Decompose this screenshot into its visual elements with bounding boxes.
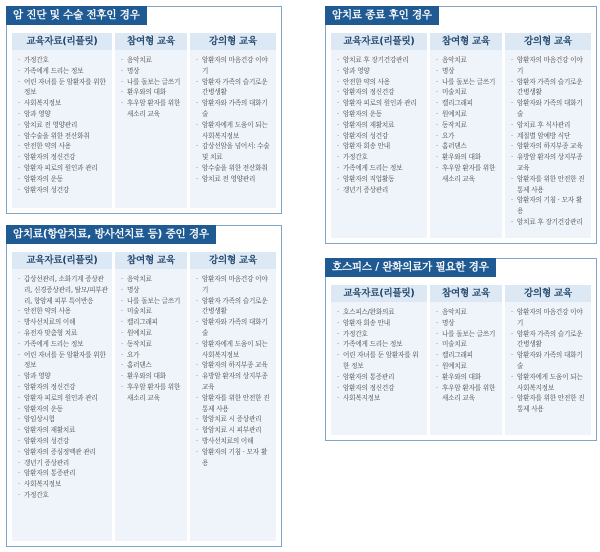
list-item: · 미술치료 (436, 339, 498, 350)
list-item: · 가족에게 드리는 정보 (18, 66, 108, 77)
panel-title: 암 진단 및 수술 전후인 경우 (6, 6, 147, 25)
list-item: · 원예치료 (121, 328, 183, 339)
panel-title: 암치료(항암치료, 방사선치료 등) 중인 경우 (6, 225, 216, 244)
list-item: · 암치료 후 장기건강관리 (511, 217, 587, 228)
list-item: · 암환자를 위한 안전한 진통제 사용 (511, 393, 587, 415)
column-header: 교육자료(리플릿) (331, 33, 427, 50)
list-item: · 갱년기 증상관리 (18, 458, 108, 469)
list-item: · 나를 돌보는 글쓰기 (121, 296, 183, 307)
list-item: · 암치료 후 장기건강관리 (337, 55, 423, 66)
list-item: · 암환자의 하지부종 교육 (196, 360, 272, 371)
list-item: · 항암치료 시 피부관리 (196, 425, 272, 436)
list-item: · 나를 돌보는 글쓰기 (121, 77, 183, 88)
list-item: · 암환자의 마음건강 이야기 (511, 55, 587, 77)
column-header: 참여형 교육 (430, 285, 502, 302)
list-item: · 안전한 약의 사용 (18, 141, 108, 152)
list-item: · 음악치료 (436, 307, 498, 318)
list-item: · 암환자의 직업활동 (337, 174, 423, 185)
list-item: · 안전한 약의 사용 (337, 77, 423, 88)
list-item: · 명상 (436, 66, 498, 77)
list-item: · 암환자 가족의 슬기로운 간병생활 (511, 329, 587, 351)
list-item: · 암환자의 운동 (337, 109, 423, 120)
list-item: · 암환자 가족의 슬기로운 간병생활 (511, 77, 587, 99)
column-header: 교육자료(리플릿) (331, 285, 427, 302)
list-item: · 암임상시험 (18, 414, 108, 425)
column-leaflets (12, 252, 112, 541)
list-item: · 캘리그래피 (436, 350, 498, 361)
list-item: · 암치료 후 식사관리 (511, 120, 587, 131)
column-leaflets (331, 33, 427, 238)
list-item: · 갱년기 증상관리 (337, 185, 423, 196)
list-item: · 요가 (121, 350, 183, 361)
list-item: · 암환자의 마음건강 이야기 (511, 307, 587, 329)
list-item: · 캘리그래피 (436, 98, 498, 109)
list-item: · 암과 영양 (18, 109, 108, 120)
list-item: · 암환자의 성건강 (18, 185, 108, 196)
list-item: · 암환자의 정신건강 (337, 383, 423, 394)
list-item: · 감상선암을 넘어서: 수술 및 치료 (196, 141, 272, 163)
item-list (337, 307, 423, 404)
list-item: · 가정간호 (337, 329, 423, 340)
list-item: · 명상 (436, 318, 498, 329)
column-header: 참여형 교육 (115, 33, 187, 50)
list-item: · 암환자의 운동 (18, 174, 108, 185)
list-item: · 안전한 약의 사용 (18, 306, 108, 317)
column-header: 강의형 교육 (190, 33, 276, 50)
column-participatory (115, 252, 187, 541)
list-item: · 명상 (121, 66, 183, 77)
list-item: · 가정간호 (337, 152, 423, 163)
list-item: · 방사선치료의 이해 (18, 317, 108, 328)
list-item: · 암환자의 정신건강 (337, 87, 423, 98)
column-lecture (505, 285, 591, 435)
column-participatory (115, 33, 187, 208)
list-item: · 암환자와 가족의 대화기술 (196, 98, 272, 120)
column-header: 교육자료(리플릿) (12, 252, 112, 269)
list-item: · 암환자에게 도움이 되는 사회복지정보 (196, 120, 272, 142)
list-item: · 가정간호 (18, 55, 108, 66)
list-item: · 암과 영양 (337, 66, 423, 77)
list-item: · 암환자에게 도움이 되는 사회복지정보 (511, 372, 587, 394)
item-list (121, 274, 183, 404)
list-item: · 환우와의 대화 (121, 371, 183, 382)
list-item: · 암치료 전 영양관리 (196, 174, 272, 185)
list-item: · 홈러댄스 (436, 141, 498, 152)
item-list (121, 55, 183, 120)
list-item: · 암환자의 마음건강 이야기 (196, 55, 272, 77)
list-item: · 암환자와 가족의 대화기술 (511, 350, 587, 372)
item-list (511, 307, 587, 415)
list-item: · 음악치료 (121, 274, 183, 285)
list-item: · 갑상선관리, 소화기계 증상관리, 신경증상관리, 탈모/피부관리, 항암제 피부 특이반응 (18, 274, 108, 306)
list-item: · 암환자의 통증관리 (18, 468, 108, 479)
list-item: · 암환자 피로의 원인과 관리 (337, 98, 423, 109)
item-list (436, 55, 498, 185)
list-item: · 호스피스/완화의료 (337, 307, 423, 318)
list-item: · 암환자 회송 안내 (337, 318, 423, 329)
column-participatory (430, 285, 502, 435)
column-header: 강의형 교육 (190, 252, 276, 269)
list-item: · 음악치료 (121, 55, 183, 66)
item-list (196, 55, 272, 185)
list-item: · 암환자 가족의 슬기로운 간병생활 (196, 296, 272, 318)
list-item: · 사회복지정보 (18, 479, 108, 490)
column-leaflets (12, 33, 112, 208)
list-item: · 동작치료 (121, 339, 183, 350)
column-lecture (190, 33, 276, 208)
list-item: · 나를 돌보는 글쓰기 (436, 329, 498, 340)
list-item: · 암환자와 가족의 대화기술 (196, 317, 272, 339)
panel-title: 호스피스 / 완화의료가 필요한 경우 (325, 258, 496, 277)
list-item: · 후우암 환자를 위한 새소리 교육 (436, 383, 498, 405)
list-item: · 암환자의 기침 · 모자 활용 (511, 195, 587, 217)
list-item: · 가족에게 드리는 정보 (337, 339, 423, 350)
list-item: · 후우암 환자를 위한 새소리 교육 (121, 382, 183, 404)
item-list (511, 55, 587, 228)
column-lecture (505, 33, 591, 238)
list-item: · 암환자를 위한 안전한 진통제 사용 (196, 393, 272, 415)
column-lecture (190, 252, 276, 541)
list-item: · 암환자와 가족의 대화기술 (511, 98, 587, 120)
list-item: · 어린 자녀를 둔 암환자를 위한 정보 (18, 350, 108, 372)
list-item: · 암환자 회송 안내 (337, 141, 423, 152)
list-item: · 유방암 환자의 상지부종 교육 (196, 371, 272, 393)
item-list (18, 274, 108, 501)
list-item: · 가족에게 드리는 정보 (337, 163, 423, 174)
list-item: · 암환자의 성건강 (18, 436, 108, 447)
list-item: · 가정간호 (18, 490, 108, 501)
list-item: · 어린 자녀를 둔 암환자를 위한 정보 (18, 77, 108, 99)
column-header: 강의형 교육 (505, 285, 591, 302)
list-item: · 계절별 암예방 식단 (511, 131, 587, 142)
list-item: · 유전자 맞춤형 치료 (18, 328, 108, 339)
list-item: · 가족에게 드리는 정보 (18, 339, 108, 350)
list-item: · 암환자의 성건강 (337, 131, 423, 142)
list-item: · 환우와의 대화 (121, 87, 183, 98)
list-item: · 암환자의 재활치료 (18, 425, 108, 436)
item-list (196, 274, 272, 468)
list-item: · 암환자의 하지부종 교육 (511, 141, 587, 152)
item-list (18, 55, 108, 195)
list-item: · 암환자의 증심정맥관 관리 (18, 447, 108, 458)
item-list (436, 307, 498, 404)
list-item: · 환우와의 대화 (436, 372, 498, 383)
panel-title: 암치료 종료 후인 경우 (325, 6, 439, 25)
list-item: · 어린 자녀를 둔 암환자를 위한 정보 (337, 350, 423, 372)
list-item: · 사회복지정보 (18, 98, 108, 109)
column-header: 참여형 교육 (115, 252, 187, 269)
list-item: · 암치료 전 영양관리 (18, 120, 108, 131)
panel-hospice (325, 258, 597, 441)
list-item: · 요가 (436, 131, 498, 142)
list-item: · 환우와의 대화 (436, 152, 498, 163)
list-item: · 암환자의 운동 (18, 404, 108, 415)
column-leaflets (331, 285, 427, 435)
list-item: · 암환자의 기침 · 모자 활용 (196, 447, 272, 469)
item-list (337, 55, 423, 195)
column-header: 교육자료(리플릿) (12, 33, 112, 50)
list-item: · 사회복지정보 (337, 393, 423, 404)
list-item: · 암환자의 마음건강 이야기 (196, 274, 272, 296)
column-participatory (430, 33, 502, 238)
list-item: · 원예치료 (436, 109, 498, 120)
list-item: · 암환자 가족의 슬기로운 간병생활 (196, 77, 272, 99)
list-item: · 암환자의 재활치료 (337, 120, 423, 131)
list-item: · 음악치료 (436, 55, 498, 66)
list-item: · 유방암 환자의 상지부종 교육 (511, 152, 587, 174)
list-item: · 후우암 환자를 위한 새소리 교육 (436, 163, 498, 185)
panel-during-treatment (6, 225, 282, 547)
list-item: · 암환자를 위한 안전한 진통제 사용 (511, 174, 587, 196)
list-item: · 후우암 환자를 위한 새소리 교육 (121, 98, 183, 120)
panel-after-treatment (325, 6, 597, 244)
list-item: · 암환자의 통증관리 (337, 372, 423, 383)
panel-diagnosis-surgery (6, 6, 282, 214)
list-item: · 암과 영양 (18, 371, 108, 382)
list-item: · 미술치료 (121, 306, 183, 317)
list-item: · 암환자 피로의 원인과 관리 (18, 163, 108, 174)
column-header: 강의형 교육 (505, 33, 591, 50)
list-item: · 홈러댄스 (121, 360, 183, 371)
list-item: · 나를 돌보는 글쓰기 (436, 77, 498, 88)
list-item: · 암수술을 위한 전산화취 (196, 163, 272, 174)
list-item: · 암수술을 위한 전산화취 (18, 131, 108, 142)
list-item: · 암환자 피로의 원인과 관리 (18, 393, 108, 404)
list-item: · 방사선치료의 이해 (196, 436, 272, 447)
list-item: · 원예치료 (436, 361, 498, 372)
list-item: · 항암치료 시 증상관리 (196, 414, 272, 425)
list-item: · 암환자의 정신건강 (18, 382, 108, 393)
list-item: · 미술치료 (436, 87, 498, 98)
list-item: · 암환자에게 도움이 되는 사회복지정보 (196, 339, 272, 361)
list-item: · 동작치료 (436, 120, 498, 131)
list-item: · 암환자의 정신건강 (18, 152, 108, 163)
list-item: · 명상 (121, 285, 183, 296)
list-item: · 캘리그래피 (121, 317, 183, 328)
column-header: 참여형 교육 (430, 33, 502, 50)
